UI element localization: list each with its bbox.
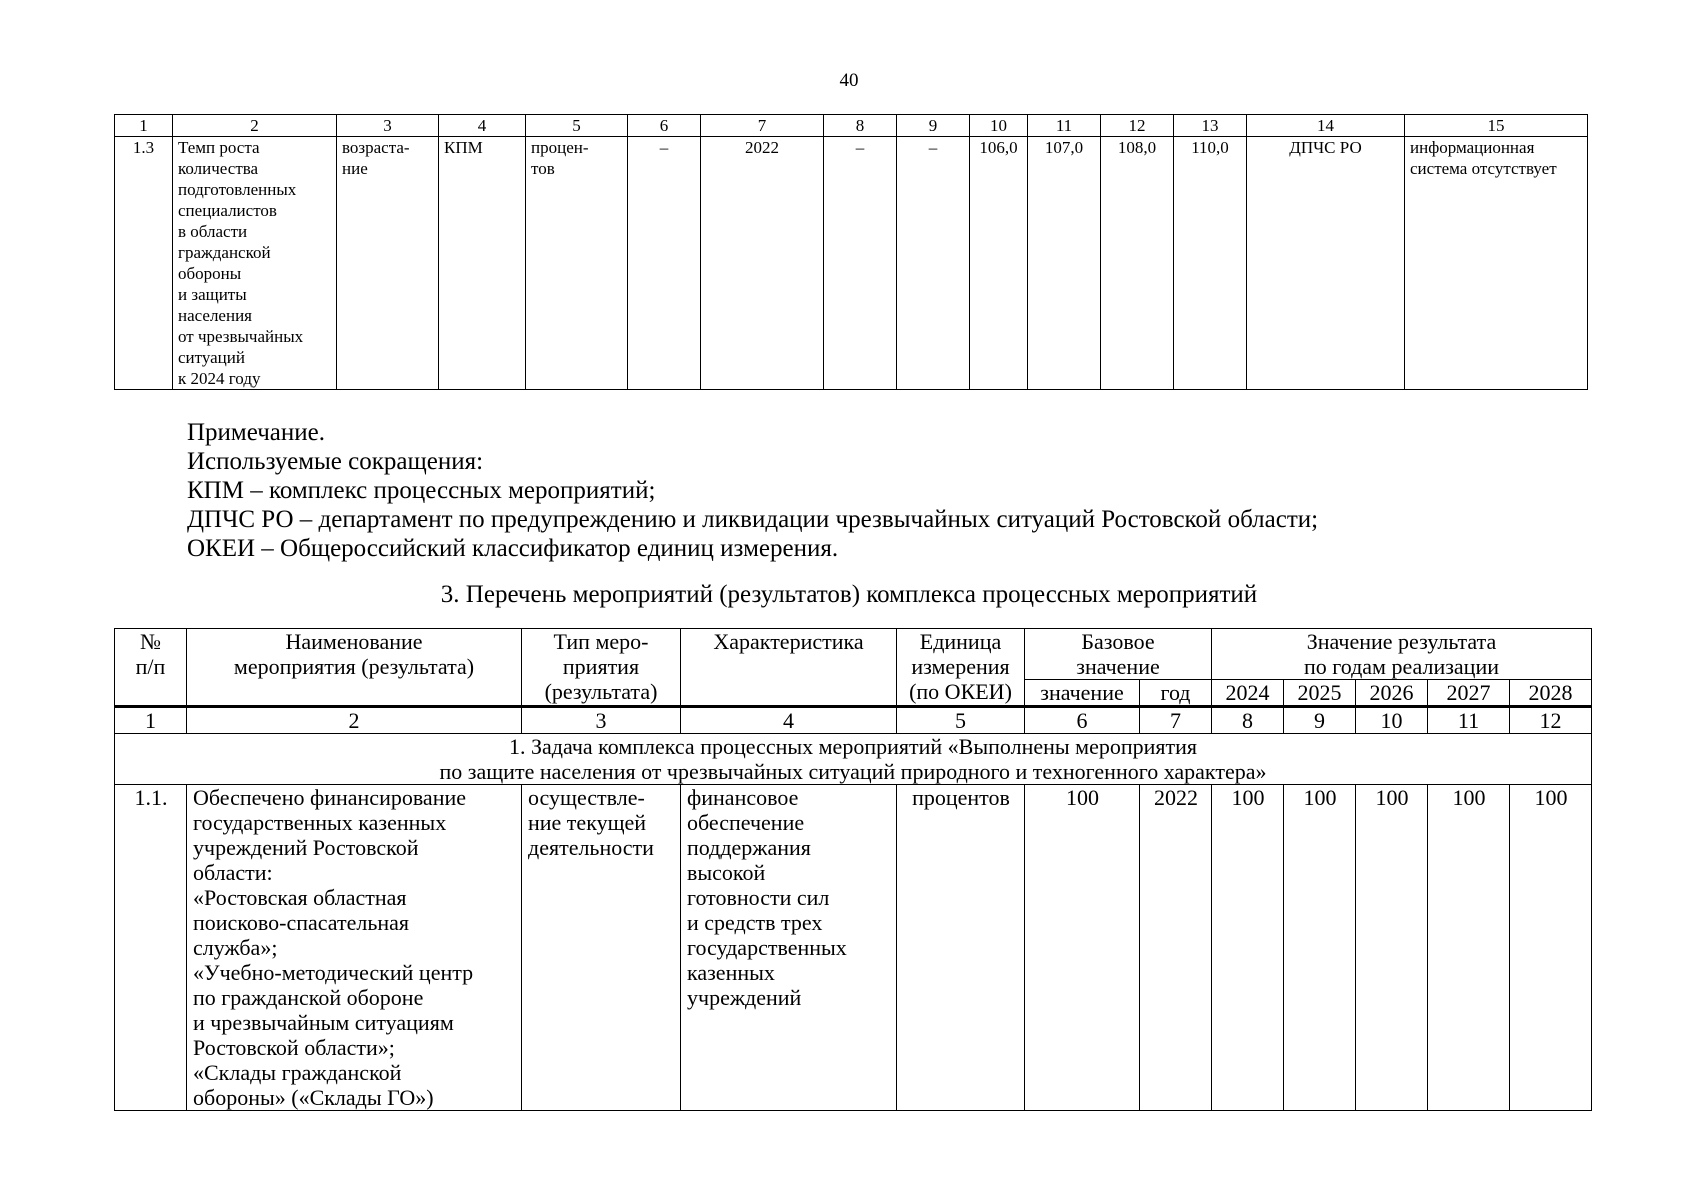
notes-subtitle: Используемые сокращения: — [187, 448, 484, 475]
header-year: 2025 — [1284, 680, 1356, 707]
indicator-name: Темп роста количества подготовленных специалистов в области гражданской обороны и защиты населения от чрезвычайных ситуаций к 2024 году — [173, 137, 337, 390]
cell-c7: 2022 — [701, 137, 824, 390]
col-number: 4 — [681, 707, 897, 734]
base-year: 2022 — [1140, 785, 1212, 1111]
indicator-direction: возраста- ние — [337, 137, 439, 390]
value-2025: 100 — [1284, 785, 1356, 1111]
header-row — [115, 629, 1592, 680]
col-number: 7 — [701, 115, 824, 137]
measure-characteristic: финансовое обеспечение поддержания высокой готовности сил и средств трех государственных казенных учреждений — [681, 785, 897, 1111]
header-characteristic: Характеристика — [681, 629, 897, 707]
measure-type: осуществле- ние текущей деятельности — [522, 785, 681, 1111]
col-number: 11 — [1028, 115, 1101, 137]
task-row — [115, 734, 1592, 785]
col-number: 5 — [526, 115, 628, 137]
indicator-type: КПМ — [439, 137, 526, 390]
cell-c12: 108,0 — [1101, 137, 1174, 390]
column-number-row — [115, 707, 1592, 734]
header-unit: Единица измерения (по ОКЕИ) — [897, 629, 1025, 707]
task-title: 1. Задача комплекса процессных мероприятий «Выполнены мероприятия по защите населения от чрезвычайных ситуаций природного и техногенного характера» — [115, 734, 1592, 785]
cell-c6: – — [628, 137, 701, 390]
col-number: 10 — [970, 115, 1028, 137]
page-number: 40 — [839, 70, 859, 91]
header-num: № п/п — [115, 629, 187, 707]
col-number: 13 — [1174, 115, 1247, 137]
col-number: 14 — [1247, 115, 1405, 137]
col-number: 7 — [1140, 707, 1212, 734]
table-row — [115, 137, 1588, 390]
header-base-value: значение — [1025, 680, 1140, 707]
note-item: ДПЧС РО – департамент по предупреждению и ликвидации чрезвычайных ситуаций Ростовской области; — [187, 506, 1319, 533]
header-values: Значение результата по годам реализации — [1212, 629, 1592, 680]
header-type: Тип меро- приятия (результата) — [522, 629, 681, 707]
cell-c13: 110,0 — [1174, 137, 1247, 390]
col-number: 5 — [897, 707, 1025, 734]
col-number: 9 — [1284, 707, 1356, 734]
col-number: 6 — [1025, 707, 1140, 734]
col-number: 15 — [1405, 115, 1588, 137]
base-value: 100 — [1025, 785, 1140, 1111]
col-number: 9 — [897, 115, 970, 137]
col-number: 12 — [1101, 115, 1174, 137]
col-number: 6 — [628, 115, 701, 137]
row-number: 1.3 — [115, 137, 173, 390]
header-year: 2024 — [1212, 680, 1284, 707]
table-row — [115, 785, 1592, 1111]
col-number: 3 — [337, 115, 439, 137]
value-2026: 100 — [1356, 785, 1428, 1111]
col-number: 10 — [1356, 707, 1428, 734]
measures-table — [114, 628, 1592, 1111]
col-number: 11 — [1428, 707, 1510, 734]
indicators-table-continuation — [114, 114, 1588, 390]
value-2028: 100 — [1510, 785, 1592, 1111]
measure-name: Обеспечено финансирование государственных казенных учреждений Ростовской области: «Ростовская областная поисково-спасательная служба»; «Учебно-методический центр по гражданской обороне и чрезвычайным ситуациям Ростовской области»; «Склады гражданской обороны» («Склады ГО») — [187, 785, 522, 1111]
header-year: 2026 — [1356, 680, 1428, 707]
notes — [187, 418, 1318, 563]
value-2027: 100 — [1428, 785, 1510, 1111]
header-base-year: год — [1140, 680, 1212, 707]
col-number: 2 — [187, 707, 522, 734]
measure-unit: процентов — [897, 785, 1025, 1111]
column-number-row — [115, 115, 1588, 137]
indicator-unit: процен- тов — [526, 137, 628, 390]
header-base: Базовое значение — [1025, 629, 1212, 680]
cell-c10: 106,0 — [970, 137, 1028, 390]
col-number: 4 — [439, 115, 526, 137]
header-year: 2027 — [1428, 680, 1510, 707]
cell-c11: 107,0 — [1028, 137, 1101, 390]
section-title: 3. Перечень мероприятий (результатов) комплекса процессных мероприятий — [440, 581, 1258, 608]
col-number: 2 — [173, 115, 337, 137]
note-item: ОКЕИ – Общероссийский классификатор единиц измерения. — [187, 535, 839, 562]
cell-c9: – — [897, 137, 970, 390]
col-number: 12 — [1510, 707, 1592, 734]
row-number: 1.1. — [115, 785, 187, 1111]
value-2024: 100 — [1212, 785, 1284, 1111]
col-number: 1 — [115, 115, 173, 137]
notes-title: Примечание. — [187, 419, 326, 446]
header-name: Наименование мероприятия (результата) — [187, 629, 522, 707]
col-number: 3 — [522, 707, 681, 734]
col-number: 8 — [1212, 707, 1284, 734]
col-number: 1 — [115, 707, 187, 734]
header-year: 2028 — [1510, 680, 1592, 707]
cell-c8: – — [824, 137, 897, 390]
responsible: ДПЧС РО — [1247, 137, 1405, 390]
info-system: информационная система отсутствует — [1405, 137, 1588, 390]
col-number: 8 — [824, 115, 897, 137]
note-item: КПМ – комплекс процессных мероприятий; — [187, 477, 656, 504]
